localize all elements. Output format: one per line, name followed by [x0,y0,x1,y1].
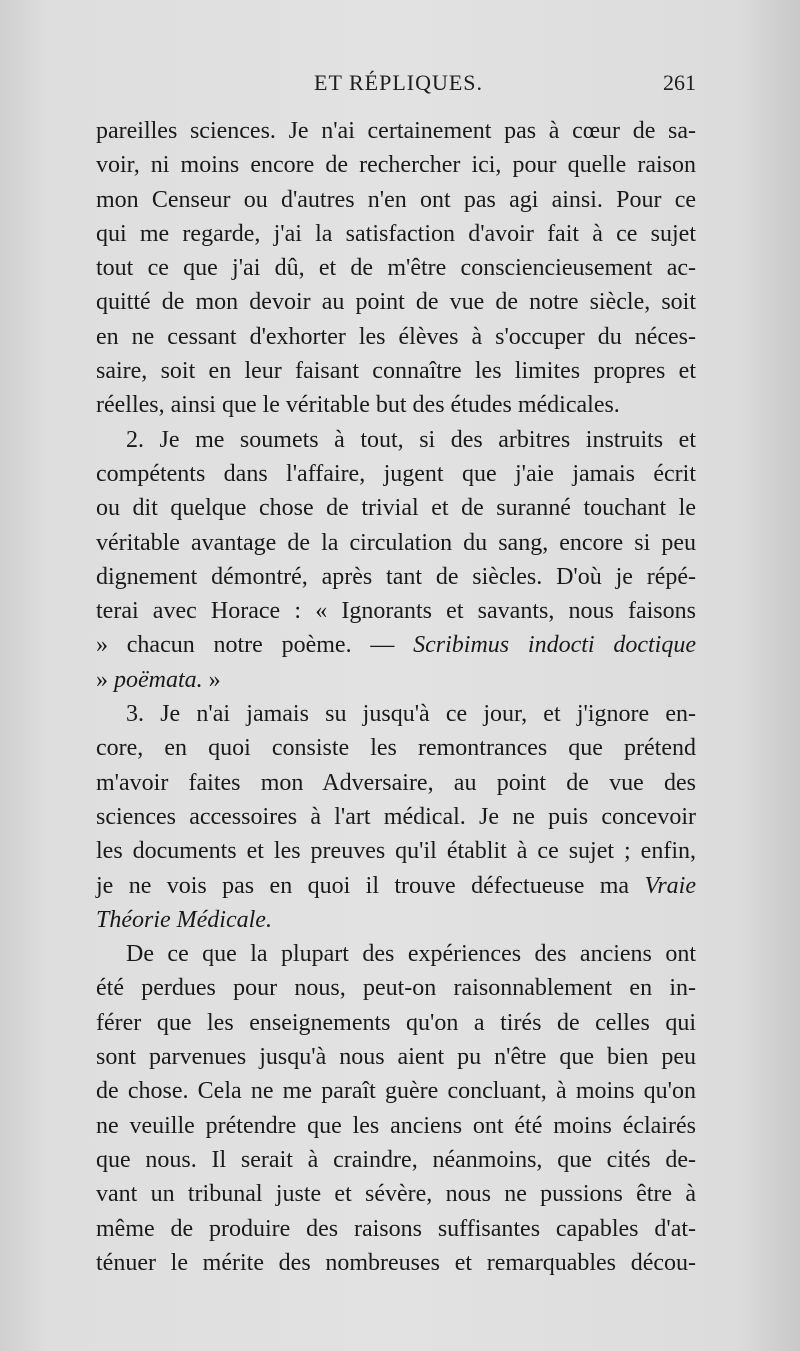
text-line: terai avec Horace : « Ignorants et savants, nous faisons [96,598,696,625]
text-line: même de produire des raisons suffisantes capables d'at- [96,1215,696,1242]
text-line: tout ce que j'ai dû, et de m'être consciencieusement ac- [96,255,696,282]
text-line: m'avoir faites mon Adversaire, au point de vue des [96,769,696,796]
work-title: Théorie Médicale. [96,906,272,933]
text-segment: » [96,666,114,693]
text-line: quitté de mon devoir au point de vue de notre siècle, soit [96,289,696,316]
text-line: ou dit quelque chose de trivial et de suranné touchant le [96,495,696,522]
text-line: ténuer le mérite des nombreuses et remarquables décou- [96,1249,696,1276]
text-line-quote [96,663,696,697]
text-segment: » chacun notre poème. — [96,632,414,659]
text-line: voir, ni moins encore de rechercher ici, pour quelle raison [96,152,696,179]
latin-quote-end: poëmata. [114,666,203,693]
text-line: 3. Je n'ai jamais su jusqu'à ce jour, et j'ignore en- [126,701,696,728]
text-line: ne veuille prétendre que les anciens ont été moins éclairés [96,1112,696,1139]
text-line: saire, soit en leur faisant connaître les limites propres et [96,358,696,385]
text-line-title [96,869,696,903]
text-line: en ne cessant d'exhorter les élèves à s'occuper du néces- [96,323,696,350]
text-line: qui me regarde, j'ai la satisfaction d'avoir fait à ce sujet [96,220,696,247]
text-line: sont parvenues jusqu'à nous aient pu n'être que bien peu [96,1044,696,1071]
text-line: sciences accessoires à l'art médical. Je ne puis concevoir [96,803,696,830]
text-line: réelles, ainsi que le véritable but des études médicales. [96,392,620,419]
text-segment: » [202,666,221,693]
page-header [96,70,696,106]
text-line: dignement démontré, après tant de siècles. D'où je répé- [96,563,696,590]
body-text [96,114,696,1280]
text-line: mon Censeur ou d'autres n'en ont pas agi ainsi. Pour ce [96,186,696,213]
text-line: de chose. Cela ne me paraît guère concluant, à moins qu'on [96,1078,696,1105]
text-line: compétents dans l'affaire, jugent que j'aie jamais écrit [96,460,696,487]
text-line-quote [96,628,696,662]
text-line-title [96,903,696,937]
text-line: 2. Je me soumets à tout, si des arbitres instruits et [126,426,696,453]
text-line: été perdues pour nous, peut-on raisonnablement en in- [96,975,696,1002]
work-title: Vraie [644,872,696,899]
text-line: pareilles sciences. Je n'ai certainement pas à cœur de sa- [96,118,696,144]
text-line: que nous. Il serait à craindre, néanmoins, que cités de- [96,1146,696,1173]
text-line: core, en quoi consiste les remontrances que prétend [96,735,696,762]
text-line: férer que les enseignements qu'on a tirés de celles qui [96,1009,696,1036]
text-line: vant un tribunal juste et sévère, nous ne pussions être à [96,1181,696,1208]
page-number: 261 [663,70,696,95]
text-line: véritable avantage de la circulation du sang, encore si peu [96,529,696,556]
text-line: les documents et les preuves qu'il établit à ce sujet ; enfin, [96,838,696,865]
text-line: De ce que la plupart des expériences des anciens ont [126,941,696,968]
latin-quote: Scribimus indocti doctique [413,632,696,659]
text-segment: je ne vois pas en quoi il trouve défectueuse ma [96,872,645,899]
running-head: ET RÉPLIQUES. [314,70,484,95]
